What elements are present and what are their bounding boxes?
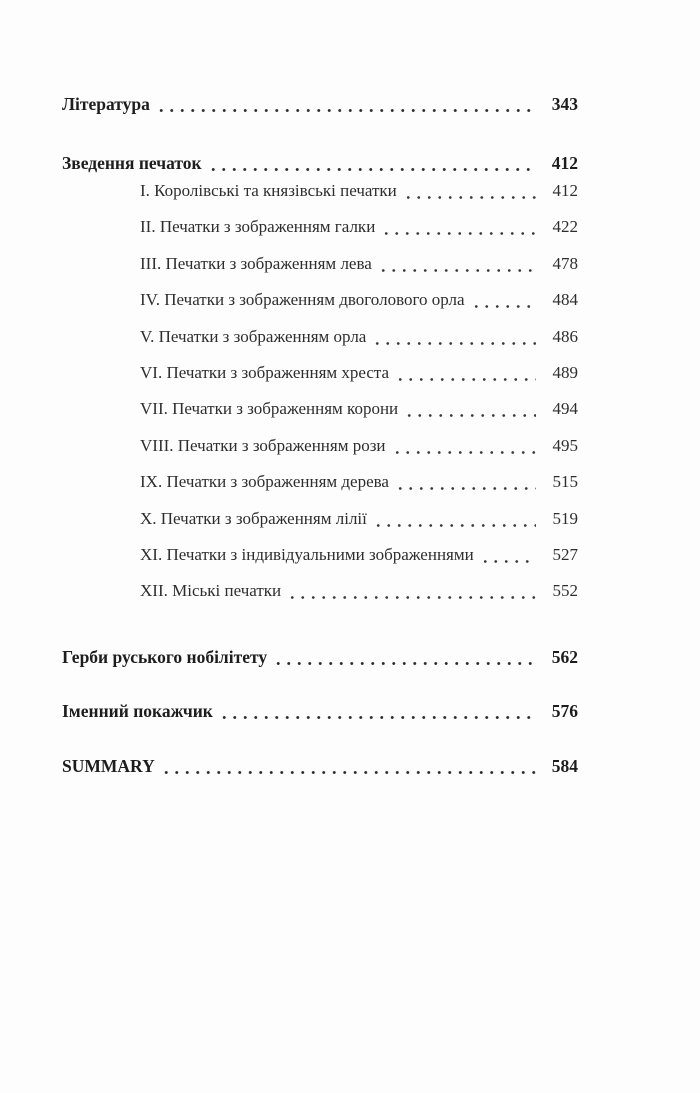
dot-leader: [287, 580, 536, 602]
page-number: 343: [551, 94, 578, 114]
toc-entry: [62, 646, 578, 668]
toc-entry-label: X. Печатки з зображенням лілії: [140, 508, 367, 528]
dot-leader: [156, 93, 536, 115]
toc-entry-label: Герби руського нобілітету: [62, 647, 268, 668]
toc-entry: [62, 253, 578, 275]
toc-entry-label: Література: [62, 94, 150, 114]
toc-entry: [62, 216, 578, 238]
dot-leader: [372, 326, 536, 348]
page-number: 422: [552, 217, 578, 237]
toc-entry-label: VII. Печатки з зображенням корони: [140, 399, 399, 419]
toc-entry: [62, 152, 578, 174]
toc-entry: [62, 326, 578, 348]
toc-entry-label: XI. Печатки з індивідуальними зображеннями: [140, 544, 474, 564]
toc-entry-label: IV. Печатки з зображенням двоголового орла: [140, 290, 465, 310]
toc-entry-label: III. Печатки з зображенням лева: [140, 253, 372, 273]
dot-leader: [378, 253, 536, 275]
toc-entry-label: Іменний покажчик: [62, 701, 213, 722]
page-number: 584: [551, 756, 578, 777]
toc-entry: [62, 508, 578, 530]
page-number: 494: [552, 399, 578, 419]
page-number: 495: [552, 435, 578, 455]
page-number: 486: [552, 326, 578, 346]
page-number: 562: [551, 647, 578, 668]
toc-entry: [62, 471, 578, 493]
dot-leader: [403, 180, 536, 202]
toc-entry-label: VIII. Печатки з зображенням рози: [140, 435, 386, 455]
page-number: 576: [551, 701, 578, 722]
toc-entry-label: VI. Печатки з зображенням хреста: [140, 362, 390, 382]
toc-entry: [62, 289, 578, 311]
page-number: 412: [552, 181, 578, 200]
toc-entry: [62, 755, 578, 777]
toc-entry: [62, 700, 578, 722]
dot-leader: [381, 216, 536, 238]
page-number: 519: [552, 508, 578, 528]
toc-entry-label: Зведення печаток: [62, 153, 202, 173]
toc-entry: [62, 398, 578, 420]
table-of-contents: [0, 93, 700, 777]
toc-entry-label: I. Королівські та князівські печатки: [140, 181, 397, 200]
page-number: 489: [552, 362, 578, 382]
dot-leader: [273, 646, 536, 668]
toc-entry-label: IX. Печатки з зображенням дерева: [140, 472, 389, 492]
dot-leader: [404, 398, 536, 420]
toc-entry: [62, 362, 578, 384]
page-number: 552: [552, 581, 578, 601]
toc-entry-label: V. Печатки з зображенням орла: [140, 326, 367, 346]
toc-entry: [62, 544, 578, 566]
page-number: 527: [552, 544, 578, 564]
toc-entry: [62, 180, 578, 202]
dot-leader: [471, 289, 536, 311]
dot-leader: [480, 544, 536, 566]
toc-entry-label: XII. Міські печатки: [140, 581, 282, 601]
toc-entry: [62, 580, 578, 602]
page-number: 412: [551, 153, 578, 173]
dot-leader: [395, 362, 536, 384]
dot-leader: [373, 508, 536, 530]
page-number: 515: [552, 472, 578, 492]
toc-entry: [62, 93, 578, 115]
dot-leader: [392, 435, 536, 457]
toc-entry: [62, 435, 578, 457]
dot-leader: [395, 471, 536, 493]
page-number: 484: [552, 290, 578, 310]
toc-entry-label: SUMMARY: [62, 756, 155, 777]
toc-entry-label: II. Печатки з зображенням галки: [140, 217, 376, 237]
dot-leader: [161, 755, 536, 777]
dot-leader: [219, 700, 536, 722]
dot-leader: [208, 152, 536, 174]
page-number: 478: [552, 253, 578, 273]
